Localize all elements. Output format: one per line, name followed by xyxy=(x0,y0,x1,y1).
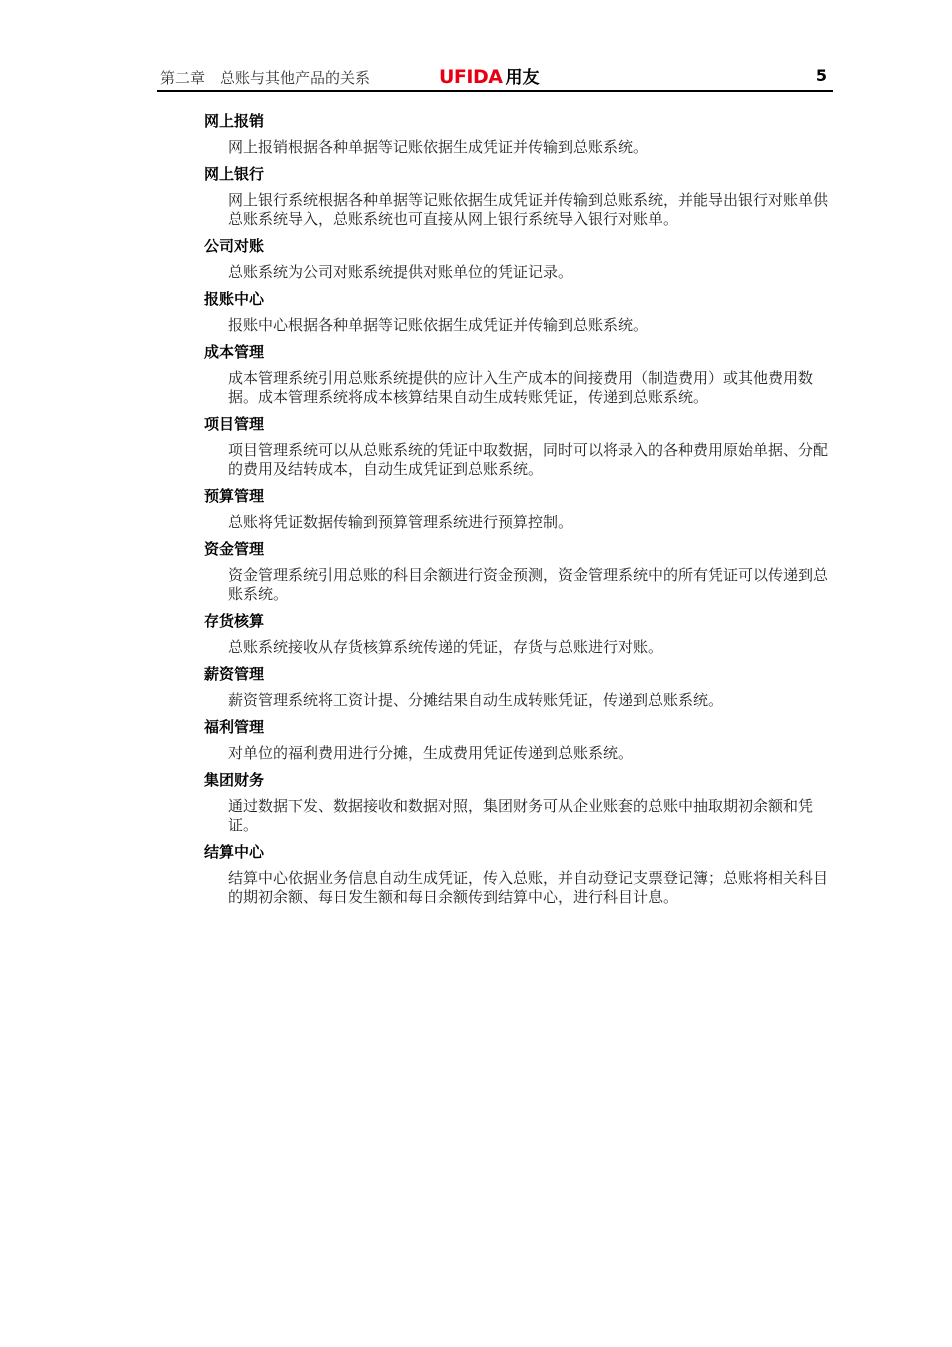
section-paragraph: 薪资管理系统将工资计提、分摊结果自动生成转账凭证，传递到总账系统。 xyxy=(228,691,724,709)
section-heading: 项目管理 xyxy=(204,415,265,433)
chapter-title: 第二章 总账与其他产品的关系 xyxy=(160,69,371,87)
section-inventory-accounting xyxy=(204,611,834,657)
section-project-management xyxy=(204,414,834,479)
section-heading: 成本管理 xyxy=(204,343,265,361)
section-welfare-management xyxy=(204,717,834,763)
section-paragraph: 成本管理系统引用总账系统提供的应计入生产成本的间接费用（制造费用）或其他费用数据。成本管理系统将成本核算结果自动生成转账凭证，传递到总账系统。 xyxy=(228,369,814,406)
logo-text-cn: 用友 xyxy=(505,68,540,88)
section-paragraph: 资金管理系统引用总账的科目余额进行资金预测，资金管理系统中的所有凭证可以传递到总账系统。 xyxy=(228,566,829,603)
section-paragraph: 总账系统为公司对账系统提供对账单位的凭证记录。 xyxy=(228,263,574,281)
section-heading: 集团财务 xyxy=(204,771,265,789)
page-content xyxy=(204,111,834,914)
section-budget-management xyxy=(204,486,834,532)
section-heading: 预算管理 xyxy=(204,487,265,505)
section-heading: 存货核算 xyxy=(204,612,265,630)
logo-text-en: UFIDA xyxy=(439,66,503,88)
section-heading: 福利管理 xyxy=(204,718,265,736)
section-paragraph: 网上报销根据各种单据等记账依据生成凭证并传输到总账系统。 xyxy=(228,138,649,156)
section-paragraph: 总账将凭证数据传输到预算管理系统进行预算控制。 xyxy=(228,513,574,531)
section-paragraph: 总账系统接收从存货核算系统传递的凭证，存货与总账进行对账。 xyxy=(228,638,664,656)
section-heading: 公司对账 xyxy=(204,237,265,255)
section-reimbursement-center xyxy=(204,289,834,335)
section-heading: 薪资管理 xyxy=(204,665,265,683)
page-header xyxy=(157,62,833,92)
ufida-logo xyxy=(439,63,539,88)
section-paragraph: 结算中心依据业务信息自动生成凭证，传入总账，并自动登记支票登记簿；总账将相关科目的期初余额、每日发生额和每日余额传到结算中心，进行科目计息。 xyxy=(228,869,829,906)
section-fund-management xyxy=(204,539,834,604)
section-company-reconciliation xyxy=(204,236,834,282)
section-paragraph: 通过数据下发、数据接收和数据对照，集团财务可从企业账套的总账中抽取期初余额和凭证。 xyxy=(228,797,814,834)
section-cost-management xyxy=(204,342,834,407)
section-payroll-management xyxy=(204,664,834,710)
section-paragraph: 项目管理系统可以从总账系统的凭证中取数据，同时可以将录入的各种费用原始单据、分配的费用及结转成本，自动生成凭证到总账系统。 xyxy=(228,441,829,478)
section-heading: 结算中心 xyxy=(204,843,265,861)
section-paragraph: 网上银行系统根据各种单据等记账依据生成凭证并传输到总账系统，并能导出银行对账单供总账系统导入，总账系统也可直接从网上银行系统导入银行对账单。 xyxy=(228,191,829,228)
section-paragraph: 对单位的福利费用进行分摊，生成费用凭证传递到总账系统。 xyxy=(228,744,634,762)
section-online-reimbursement xyxy=(204,111,834,157)
section-heading: 网上报销 xyxy=(204,112,265,130)
page-number: 5 xyxy=(815,66,827,85)
section-paragraph: 报账中心根据各种单据等记账依据生成凭证并传输到总账系统。 xyxy=(228,316,649,334)
section-heading: 网上银行 xyxy=(204,165,265,183)
section-online-banking xyxy=(204,164,834,229)
section-settlement-center xyxy=(204,842,834,907)
section-heading: 资金管理 xyxy=(204,540,265,558)
section-heading: 报账中心 xyxy=(204,290,265,308)
section-group-finance xyxy=(204,770,834,835)
